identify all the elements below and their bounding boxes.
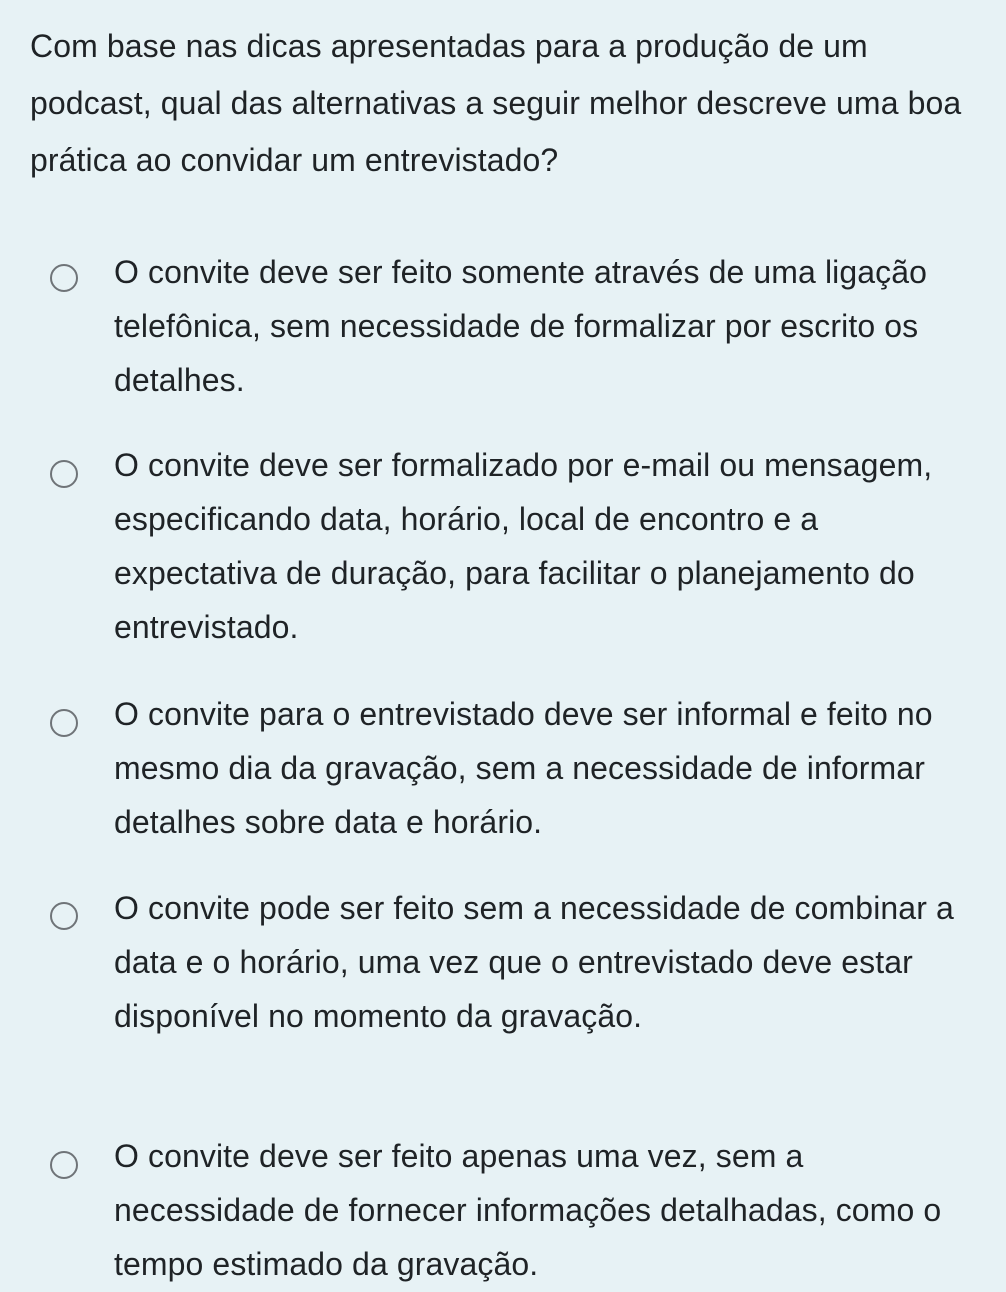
answer-option-label: O convite para o entrevistado deve ser informal e feito no mesmo dia da gravação, sem a necessidade de informar detalhes sobre data e horário.	[114, 696, 933, 840]
radio-button-icon[interactable]	[50, 902, 78, 930]
answer-option-label: O convite deve ser feito apenas uma vez, sem a necessidade de fornecer informações detalhadas, como o tempo estimado da gravação.	[114, 1138, 942, 1282]
answer-option-label: O convite deve ser formalizado por e-mail ou mensagem, especificando data, horário, local de encontro e a expectativa de duração, para facilitar o planejamento do entrevistado.	[114, 447, 933, 645]
radio-button-icon[interactable]	[50, 1151, 78, 1179]
answer-option-label: O convite deve ser feito somente através de uma ligação telefônica, sem necessidade de formalizar por escrito os detalhes.	[114, 254, 928, 398]
question-text: Com base nas dicas apresentadas para a produção de um podcast, qual das alternativas a seguir melhor descreve uma boa prática ao convidar um entrevistado?	[30, 28, 962, 178]
answer-option-label: O convite pode ser feito sem a necessidade de combinar a data e o horário, uma vez que o entrevistado deve estar disponível no momento da gravação.	[114, 890, 954, 1034]
radio-button-icon[interactable]	[50, 460, 78, 488]
radio-button-icon[interactable]	[50, 709, 78, 737]
radio-button-icon[interactable]	[50, 264, 78, 292]
